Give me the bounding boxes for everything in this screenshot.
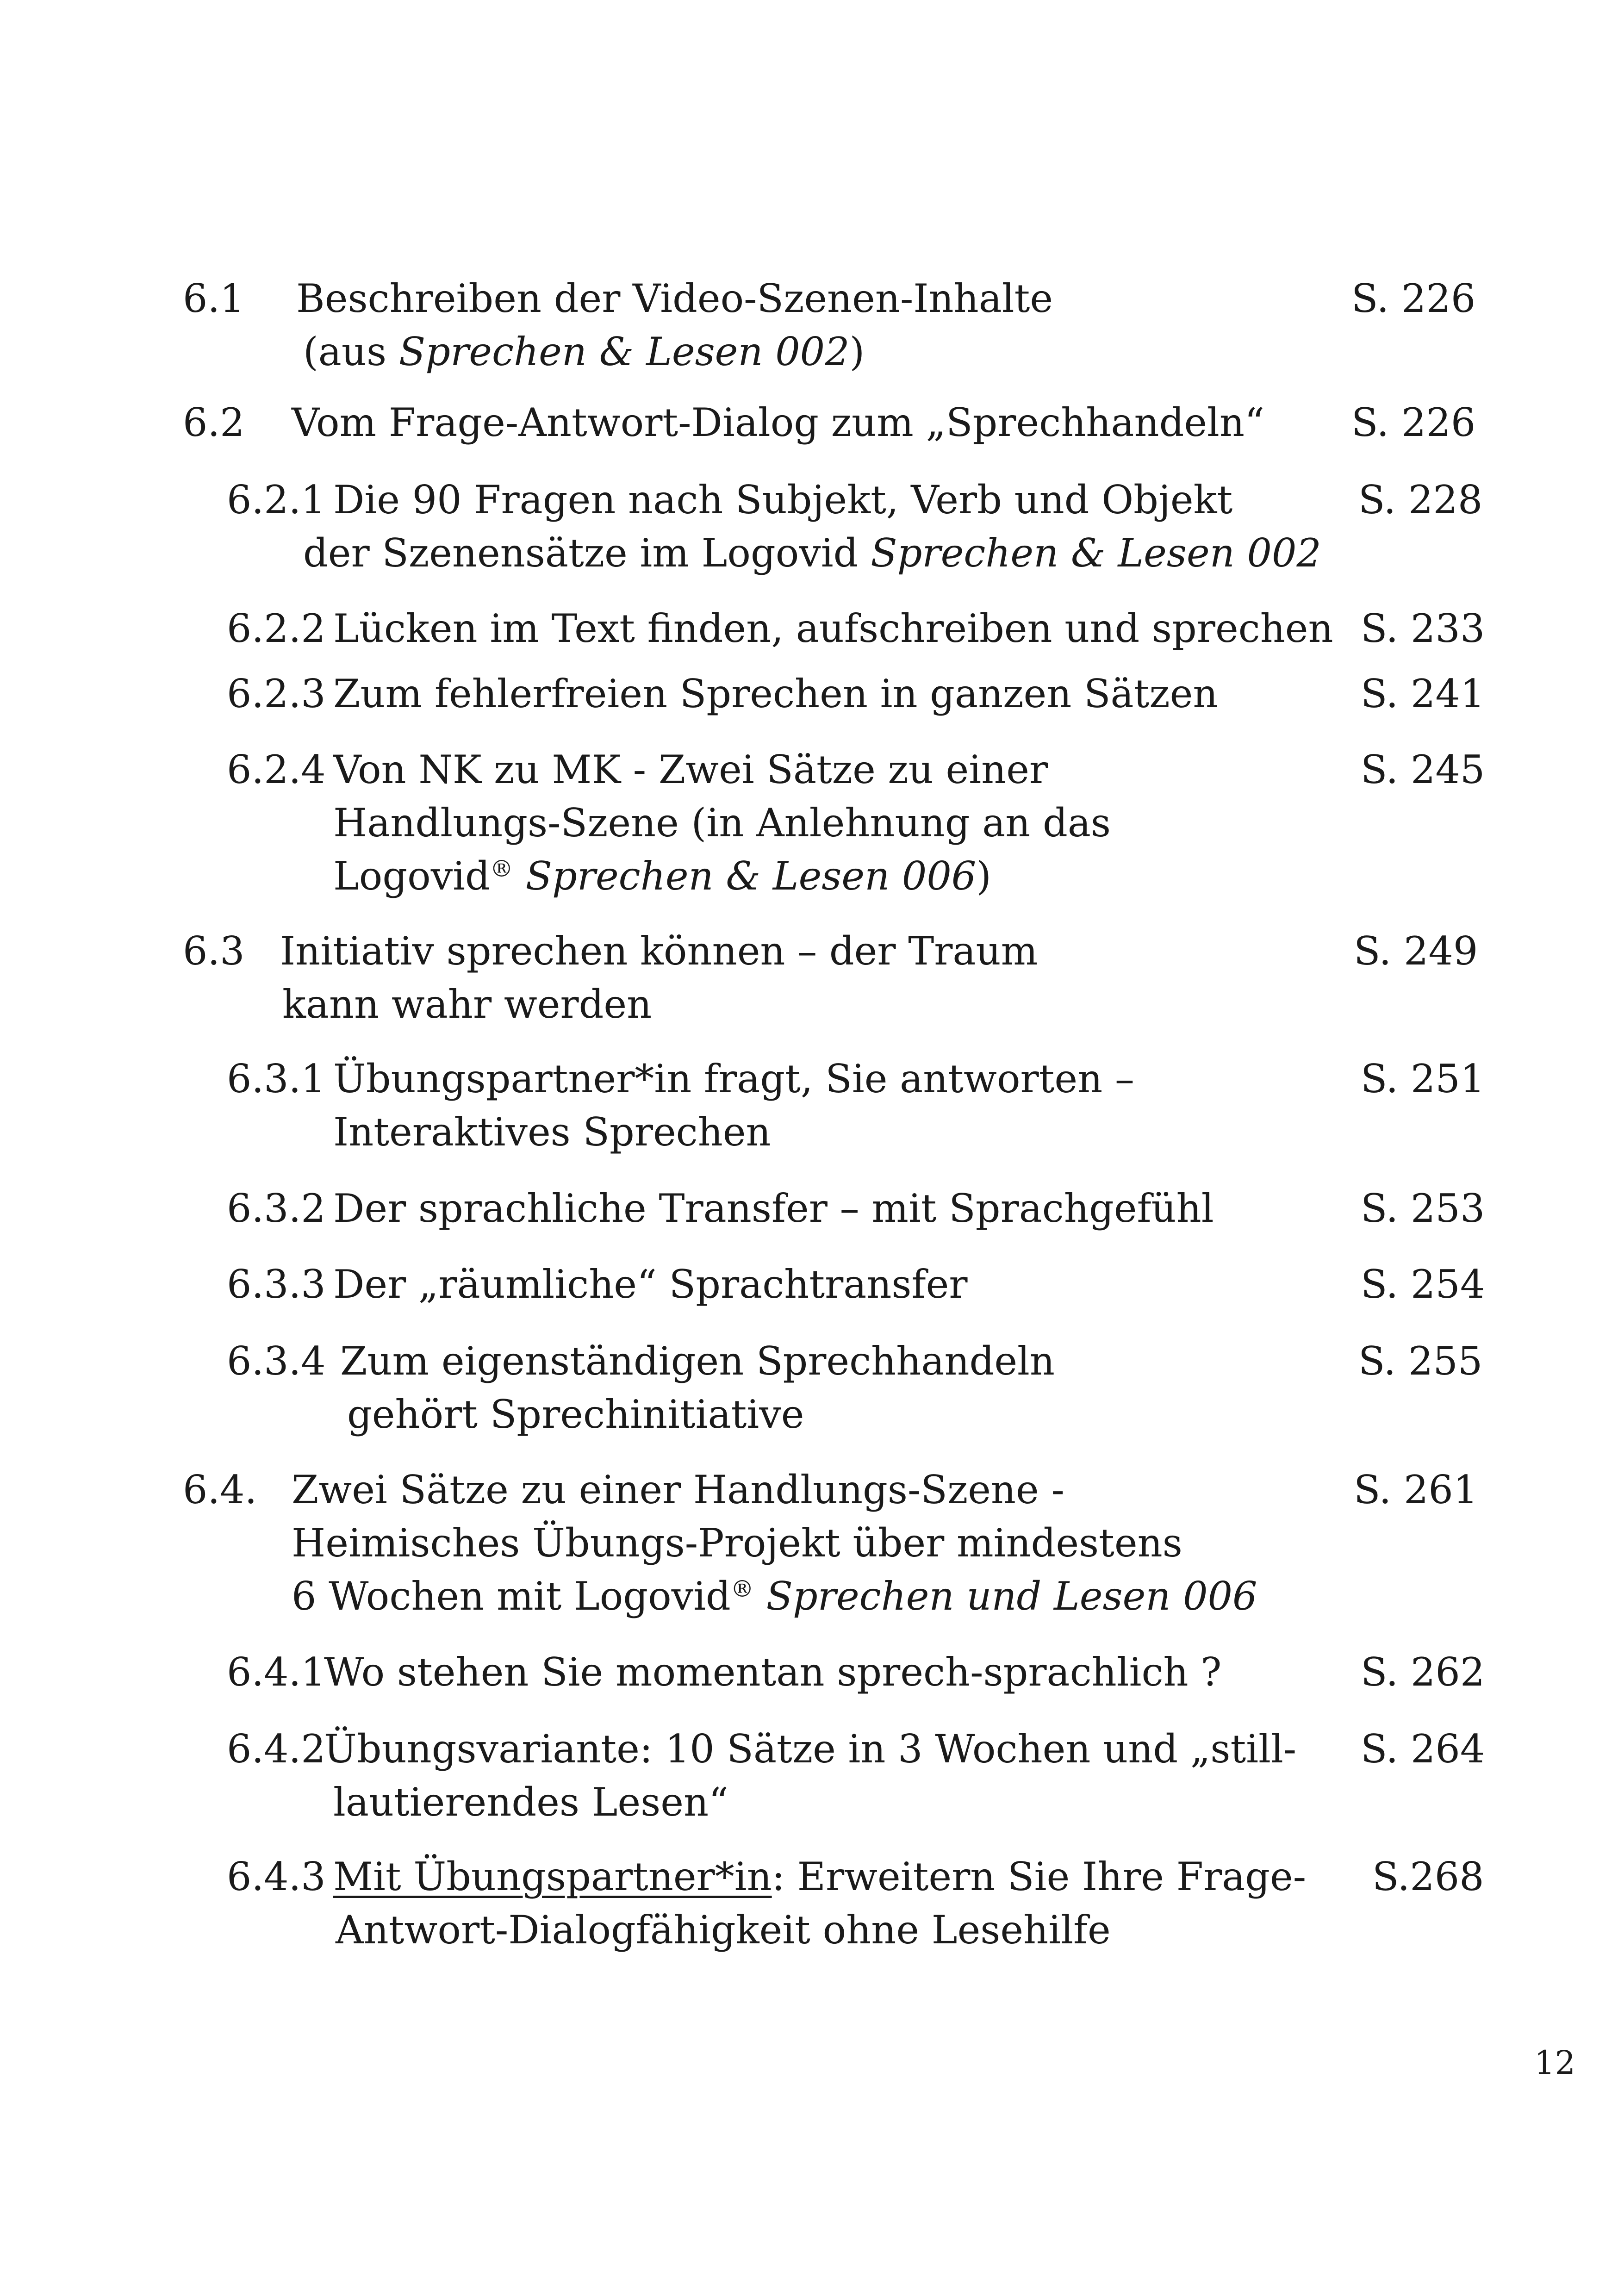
toc-title: Beschreiben der Video-Szenen-Inhalte xyxy=(296,276,1053,321)
toc-number: 6.3.4 xyxy=(227,1338,326,1384)
toc-page: S. 254 xyxy=(1361,1262,1485,1307)
toc-title-line: Interaktives Sprechen xyxy=(333,1109,771,1155)
toc-title: Von NK zu MK - Zwei Sätze zu einer xyxy=(333,747,1048,792)
toc-page: S. 253 xyxy=(1361,1186,1485,1231)
toc-page: S. 255 xyxy=(1358,1338,1483,1384)
toc-number: 6.3 xyxy=(183,928,245,974)
toc-title-line: Handlungs-Szene (in Anlehnung an das xyxy=(333,800,1111,846)
toc-title: Mit Übungspartner*in: Erweitern Sie Ihre Frage- xyxy=(333,1854,1307,1899)
toc-title: Übungsvariante: 10 Sätze in 3 Wochen und „still- xyxy=(324,1726,1297,1772)
toc-page: S. 233 xyxy=(1361,606,1485,651)
toc-title-line: Heimisches Übungs-Projekt über mindestens xyxy=(292,1520,1182,1566)
toc-page: S. 262 xyxy=(1361,1649,1485,1695)
toc-number: 6.2.1 xyxy=(227,477,326,523)
toc-number: 6.4.2 xyxy=(227,1726,326,1772)
toc-title-line: Antwort-Dialogfähigkeit ohne Lesehilfe xyxy=(336,1907,1111,1953)
toc-number: 6.2.4 xyxy=(227,747,326,792)
toc-page: S. 226 xyxy=(1351,400,1476,445)
toc-title-line: 6 Wochen mit Logovid® Sprechen und Lesen 006 xyxy=(292,1574,1257,1619)
toc-page: S. 241 xyxy=(1361,671,1485,716)
toc-title: Wo stehen Sie momentan sprech-sprachlich ? xyxy=(324,1649,1222,1695)
toc-title: Der „räumliche“ Sprachtransfer xyxy=(333,1262,968,1307)
toc-title-line: (aus Sprechen & Lesen 002) xyxy=(303,329,865,374)
toc-page: S. 228 xyxy=(1358,477,1483,523)
toc-title-line: lautierendes Lesen“ xyxy=(333,1780,728,1825)
toc-title-line: gehört Sprechinitiative xyxy=(347,1392,804,1437)
toc-title: Lücken im Text finden, aufschreiben und sprechen xyxy=(333,606,1333,651)
toc-title: Initiativ sprechen können – der Traum xyxy=(280,928,1038,974)
toc-page: S. 251 xyxy=(1361,1056,1485,1101)
toc-title-line: der Szenensätze im Logovid Sprechen & Lesen 002 xyxy=(303,530,1321,576)
toc-page: S. 226 xyxy=(1351,276,1476,321)
toc-number: 6.2.3 xyxy=(227,671,326,716)
toc-number: 6.4.1 xyxy=(227,1649,326,1695)
toc-title: Übungspartner*in fragt, Sie antworten – xyxy=(333,1056,1134,1101)
toc-title: Der sprachliche Transfer – mit Sprachgefühl xyxy=(333,1186,1214,1231)
toc-number: 6.2.2 xyxy=(227,606,326,651)
toc-title-line: Logovid® Sprechen & Lesen 006) xyxy=(333,853,992,899)
toc-page: S. 261 xyxy=(1354,1467,1478,1512)
toc-title: Zum fehlerfreien Sprechen in ganzen Sätzen xyxy=(333,671,1218,716)
toc-number: 6.3.1 xyxy=(227,1056,326,1101)
toc-title: Zwei Sätze zu einer Handlungs-Szene - xyxy=(292,1467,1064,1512)
toc-number: 6.3.3 xyxy=(227,1262,326,1307)
toc-page: S.268 xyxy=(1372,1854,1484,1899)
toc-title: Zum eigenständigen Sprechhandeln xyxy=(340,1338,1055,1384)
toc-page: S. 245 xyxy=(1361,747,1485,792)
toc-title: Die 90 Fragen nach Subjekt, Verb und Objekt xyxy=(333,477,1233,523)
page-number: 12 xyxy=(1534,2044,1576,2082)
toc-page: S. 249 xyxy=(1354,928,1478,974)
toc-page: S. 264 xyxy=(1361,1726,1485,1772)
toc-title-line: kann wahr werden xyxy=(282,982,652,1027)
toc-number: 6.4. xyxy=(183,1467,257,1512)
toc-number: 6.2 xyxy=(183,400,245,445)
toc-title: Vom Frage-Antwort-Dialog zum „Sprechhandeln“ xyxy=(292,400,1264,445)
toc-number: 6.4.3 xyxy=(227,1854,326,1899)
toc-number: 6.1 xyxy=(183,276,245,321)
toc-number: 6.3.2 xyxy=(227,1186,326,1231)
